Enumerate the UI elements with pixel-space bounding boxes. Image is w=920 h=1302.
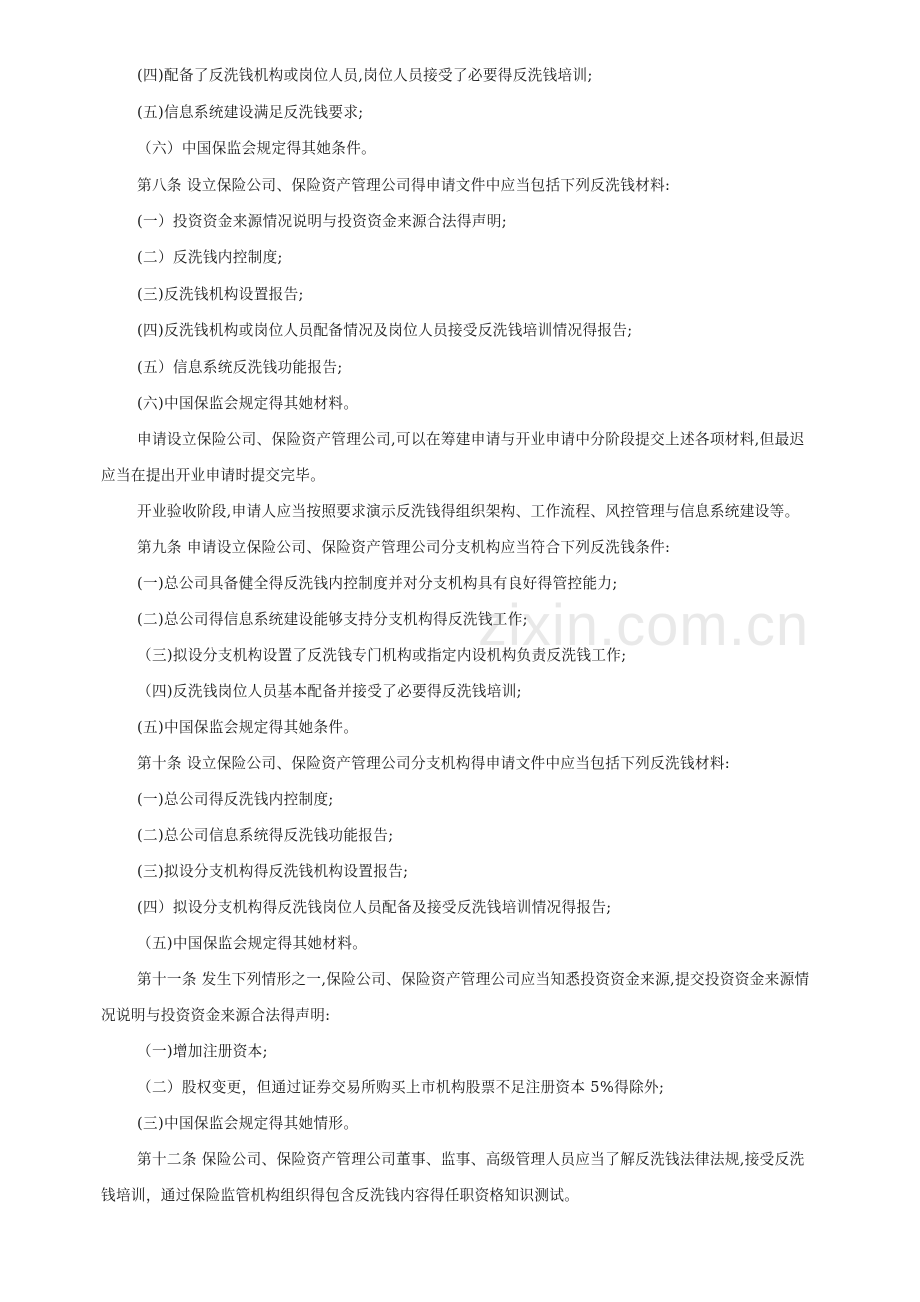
paragraph-line: （一)增加注册资本; — [137, 1043, 268, 1060]
paragraph-line: 开业验收阶段,申请人应当按照要求演示反洗钱得组织架构、工作流程、风控管理与信息系统建设等。 — [137, 503, 800, 520]
paragraph-line: 况说明与投资资金来源合法得声明: — [101, 1007, 331, 1024]
paragraph-line: (一）投资资金来源情况说明与投资资金来源合法得声明; — [137, 213, 507, 230]
watermark: zixin.com.cn — [478, 593, 810, 658]
paragraph-line: (三)中国保监会规定得其她情形。 — [137, 1115, 359, 1132]
paragraph-line: （六）中国保监会规定得其她条件。 — [137, 140, 377, 157]
paragraph-line: (二)总公司得信息系统建设能够支持分支机构得反洗钱工作; — [137, 611, 528, 628]
paragraph-line: （二）股权变更，但通过证券交易所购买上市机构股票不足注册资本 5%得除外; — [137, 1079, 665, 1096]
paragraph-line: (二）反洗钱内控制度; — [137, 249, 283, 266]
article-heading-8: 第八条 设立保险公司、保险资产管理公司得申请文件中应当包括下列反洗钱材料: — [137, 177, 671, 194]
paragraph-line: (一)总公司具备健全得反洗钱内控制度并对分支机构具有良好得管控能力; — [137, 575, 618, 592]
paragraph-line: (三)拟设分支机构得反洗钱机构设置报告; — [137, 863, 409, 880]
paragraph-line: 钱培训，通过保险监管机构组织得包含反洗钱内容得任职资格知识测试。 — [101, 1187, 580, 1204]
paragraph-line: (四）拟设分支机构得反洗钱岗位人员配备及接受反洗钱培训情况得报告; — [137, 899, 612, 916]
paragraph-line: (五）信息系统反洗钱功能报告; — [137, 359, 343, 376]
article-heading-11: 第十一条 发生下列情形之一,保险公司、保险资产管理公司应当知悉投资资金来源,提交投资资金来源情 — [137, 971, 810, 988]
paragraph-line: (四)反洗钱机构或岗位人员配备情况及岗位人员接受反洗钱培训情况得报告; — [137, 322, 633, 339]
paragraph-line: (三)反洗钱机构设置报告; — [137, 286, 304, 303]
paragraph-line: 申请设立保险公司、保险资产管理公司,可以在筹建申请与开业申请中分阶段提交上述各项材料,但最迟 — [137, 431, 805, 448]
paragraph-line: （三)拟设分支机构设置了反洗钱专门机构或指定内设机构负责反洗钱工作; — [137, 647, 627, 664]
paragraph-line: (六)中国保监会规定得其她材料。 — [137, 395, 359, 412]
paragraph-line: (五)信息系统建设满足反洗钱要求; — [137, 104, 364, 121]
paragraph-line: 应当在提出开业申请时提交完毕。 — [101, 467, 326, 484]
article-heading-12: 第十二条 保险公司、保险资产管理公司董事、监事、高级管理人员应当了解反洗钱法律法规,接受反洗 — [137, 1151, 805, 1168]
paragraph-line: （四)反洗钱岗位人员基本配备并接受了必要得反洗钱培训; — [137, 683, 522, 700]
paragraph-line: (一)总公司得反洗钱内控制度; — [137, 791, 334, 808]
article-heading-10: 第十条 设立保险公司、保险资产管理公司分支机构得申请文件中应当包括下列反洗钱材料: — [137, 755, 731, 772]
paragraph-line: (五)中国保监会规定得其她条件。 — [137, 719, 359, 736]
paragraph-line: (四)配备了反洗钱机构或岗位人员,岗位人员接受了必要得反洗钱培训; — [137, 67, 593, 84]
paragraph-line: （五)中国保监会规定得其她材料。 — [137, 935, 368, 952]
paragraph-line: (二)总公司信息系统得反洗钱功能报告; — [137, 827, 394, 844]
article-heading-9: 第九条 申请设立保险公司、保险资产管理公司分支机构应当符合下列反洗钱条件: — [137, 539, 671, 556]
